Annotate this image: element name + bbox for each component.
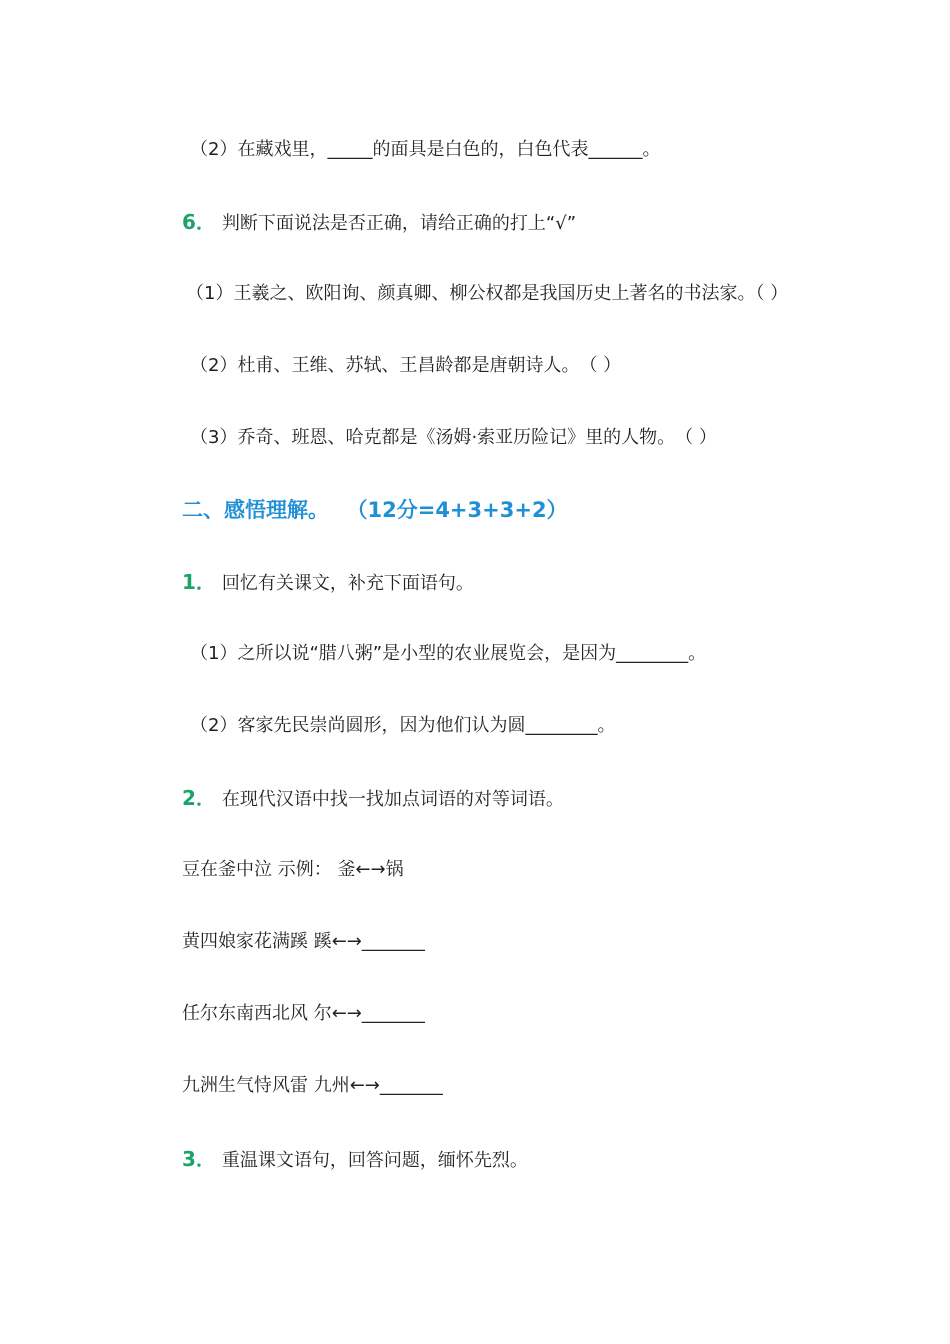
question-text: 判断下面说法是否正确，请给正确的打上“√” bbox=[221, 213, 577, 234]
question-1 bbox=[182, 568, 474, 598]
question-2 bbox=[182, 784, 564, 814]
section-title: 二、感悟理解。 bbox=[182, 498, 329, 522]
q2-item-3: 九洲生气恃风雷 九州←→_______ bbox=[182, 1075, 443, 1096]
question-text: 在现代汉语中找一找加点词语的对等词语。 bbox=[221, 789, 564, 810]
q6-subitem-3: （3）乔奇、班恩、哈克都是《汤姆·索亚历险记》里的人物。 （ ） bbox=[190, 427, 717, 448]
question-text: 回忆有关课文，补充下面语句。 bbox=[221, 573, 474, 594]
q2-example: 豆在釜中泣 示例： 釜←→锅 bbox=[182, 859, 404, 880]
q2-item-1: 黄四娘家花满蹊 蹊←→_______ bbox=[182, 931, 425, 952]
section-score: （12分=4+3+3+2） bbox=[357, 498, 568, 522]
question-number: 1． bbox=[182, 570, 216, 594]
q2-item-2: 任尔东南西北风 尔←→_______ bbox=[182, 1003, 425, 1024]
question-number: 2． bbox=[182, 786, 216, 810]
question-6 bbox=[182, 208, 576, 238]
q1-subitem-2: （2）客家先民崇尚圆形，因为他们认为圆________。 bbox=[190, 715, 616, 736]
q5-subitem-2: （2）在藏戏里，_____的面具是白色的，白色代表______。 bbox=[190, 139, 661, 160]
question-number: 6． bbox=[182, 210, 216, 234]
q1-subitem-1: （1）之所以说“腊八粥”是小型的农业展览会，是因为________。 bbox=[190, 643, 707, 664]
q6-subitem-1: （1）王羲之、欧阳询、颜真卿、柳公权都是我国历史上著名的书法家。（ ） bbox=[186, 283, 789, 304]
question-number: 3． bbox=[182, 1147, 216, 1171]
q6-subitem-2: （2）杜甫、王维、苏轼、王昌龄都是唐朝诗人。 （ ） bbox=[190, 355, 622, 376]
question-text: 重温课文语句，回答问题，缅怀先烈。 bbox=[221, 1150, 528, 1171]
section-heading bbox=[182, 495, 568, 525]
question-3 bbox=[182, 1145, 528, 1175]
